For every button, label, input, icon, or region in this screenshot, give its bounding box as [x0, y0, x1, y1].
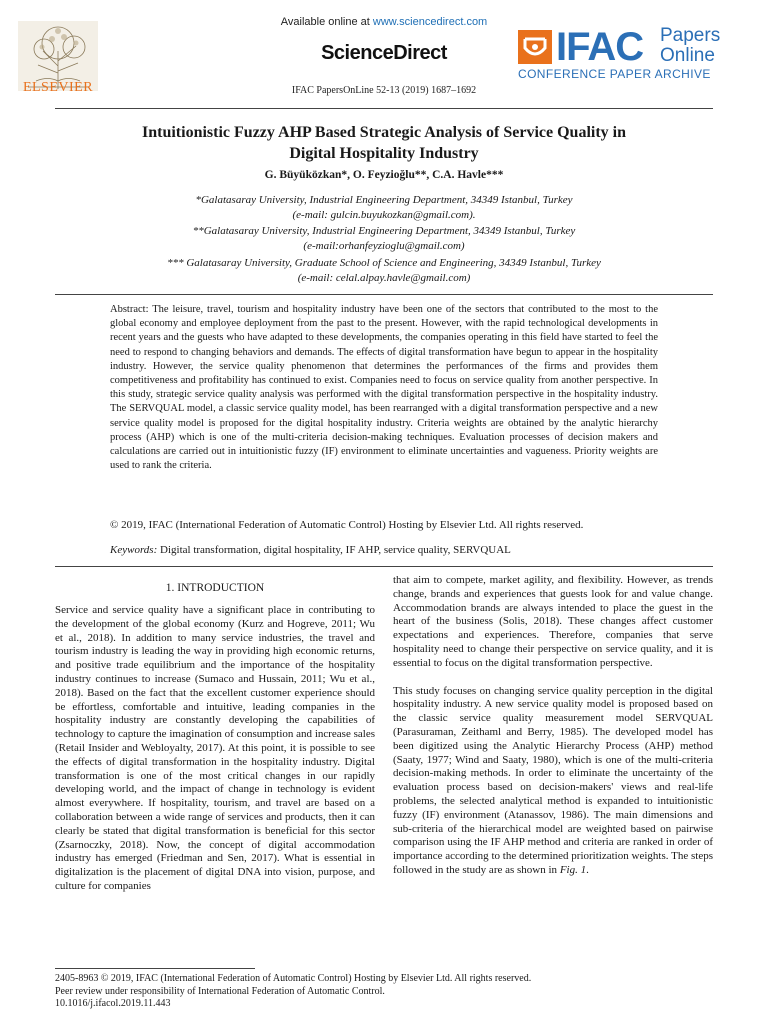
title-line-2: Digital Hospitality Industry	[289, 145, 479, 162]
sciencedirect-wordmark: ScienceDirect	[321, 42, 447, 64]
affiliation-3-email: (e-mail: celal.alpay.havle@gmail.com)	[297, 272, 471, 284]
authors: G. Büyüközkan*, O. Feyzioğlu**, C.A. Havle***	[264, 169, 504, 181]
papers-online-line1: Papers	[660, 25, 721, 46]
copyright-notice: © 2019, IFAC (International Federation of Automatic Control) Hosting by Elsevier Ltd. All rights reserved.	[110, 519, 584, 531]
abstract-top-rule	[55, 294, 713, 295]
left-column	[55, 604, 375, 894]
paper-title	[60, 122, 708, 164]
footer-peer-review: Peer review under responsibility of International Federation of Automatic Control.	[55, 985, 385, 997]
available-online	[0, 16, 768, 28]
section-heading: 1. INTRODUCTION	[165, 582, 265, 594]
footer-rule	[55, 968, 255, 969]
abstract: Abstract: The leisure, travel, tourism and hospitality industry have been one of the sectors that contributed to the most to the global economy and employee deployment from the past to the present. However, with the rapid technological developments in recent years and the guests who have adapted to these developments, the companies operating in this field have started to feel the need to respond to changing behaviors and demands. The effects of digital transformation have begun to appear in the hospitality industry. However, the service quality phenomenon that determines the performances of the firms and provides them competitiveness and profitability has continued to exist. Companies need to focus on service quality from another perspective. In this study, strategic service quality analysis was performed with the digital transformation perspective in the hospitality industry. The SERVQUAL model, a classic service quality model, has been rearranged with a digital transformation perspective and a new service quality model is proposed for the digital hospitality industry. Criteria weights are obtained by the analytic hierarchy process (AHP) which is one of the multi-criteria decision-making techniques. Evaluation processes of decision makers and calculations are carried out in intuitionistic fuzzy (IF) environment to eliminate uncertainties and vagueness. Priority weights are used to rank the criteria.	[110, 304, 658, 472]
ifac-emblem-icon	[518, 30, 552, 64]
title-line-1: Intuitionistic Fuzzy AHP Based Strategic Analysis of Service Quality in	[142, 124, 626, 141]
intro-paragraph-2: that aim to compete, market agility, and flexibility. However, as trends change, brands and experiences that guests look for and value change. Accommodation brands are always intended to place the guest in the heart of the business (Solis, 2018). These changes affect customer expectations and experiences. Therefore, companies that serve hospitality need to change their perspective on service quality, and it is essential to focus on the digital transformation perspective.	[393, 574, 713, 669]
right-column	[393, 574, 713, 878]
keywords-label: Keywords:	[110, 544, 158, 556]
sciencedirect-link[interactable]: www.sciencedirect.com	[372, 16, 488, 28]
affiliation-1: *Galatasaray University, Industrial Engineering Department, 34349 Istanbul, Turkey	[195, 194, 573, 206]
intro-paragraph-3	[393, 685, 713, 878]
intro-paragraph-3-text: This study focuses on changing service quality perception in the digital hospitality industry. A new service quality model is proposed based on the classic service quality measurement model SERVQUAL (Parasuraman, Zeithaml and Berry, 1985). The developed model has been digitized using the Analytic Hierarchy Process (AHP) method (Saaty, 1977; Wind and Saaty, 1980), which is one of the multi-criteria decision-making methods. In order to eliminate the uncertainty of the evaluation process based on decision-makers' views and real-life problems, the selected analytical method is expanded to intuitionistic fuzzy (IF) environment (Atanassov, 1986). The main dimensions and sub-criteria of the hierarchical model are weighted based on pairwise comparison using the IF AHP method and criteria are ranked in order of importance according to the determined prioritization weights. The steps followed in the study are as shown in	[393, 684, 713, 876]
conference-paper-archive: CONFERENCE PAPER ARCHIVE	[518, 67, 711, 81]
keywords-list: Digital transformation, digital hospitality, IF AHP, service quality, SERVQUAL	[157, 544, 511, 556]
affiliation-2: **Galatasaray University, Industrial Engineering Department, 34349 Istanbul, Turkey	[192, 225, 576, 237]
footer-doi[interactable]: 10.1016/j.ifacol.2019.11.443	[55, 998, 171, 1009]
intro-paragraph-1: Service and service quality have a significant place in contributing to the development of the global economy (Kurz and Hogreve, 2011; Wu et al., 2018). In addition to many service industries, the travel and tourism industry is leading the way in providing high economic returns, and positive trade equilibrium and the importance of the hospitality industry continues to increase (Sumaco and Hussain, 2011; Wu et al., 2018). Based on the fact that the excellent customer experience should be effortless, comfortable and intuitive, leading companies in the hospitality industry are constantly developing the capabilities of technology to capture the imagination of consumption and increase sales (Retail Insider and Webloyalty, 2017). At this point, it is possible to see the effects of digital transformation in the hospitality industry. Digital transformation is one of the most critical changes in our rapidly developing world, and the impact of change in technology is evident almost everywhere. If hospitality, tourism, and travel are based on a collaboration between a wide range of services and products, then it can clearly be stated that digital transformation is beneficial for this sector (Zsarnoczky, 2018). Now, the concept of digital accommodation industry has emerged (Friedman and Sen, 2017). What is essential in digitalization is the placement of digital DNA into vision, purpose, and culture for companies	[55, 604, 375, 892]
footer	[55, 973, 713, 1011]
publisher-name: ELSEVIER	[22, 80, 94, 95]
journal-reference: IFAC PapersOnLine 52-13 (2019) 1687–1692	[291, 85, 477, 96]
affiliation-1-email: (e-mail: gulcin.buyukozkan@gmail.com).	[292, 209, 476, 221]
header-divider	[55, 108, 713, 109]
abstract-bottom-rule	[55, 566, 713, 567]
papers-online-line2: Online	[660, 45, 715, 66]
papers-online	[660, 26, 720, 66]
intro-paragraph-3-end: .	[586, 863, 589, 876]
available-prefix: Available online at	[280, 16, 373, 28]
ifac-logo-text: IFAC	[556, 25, 644, 69]
figure-reference-link[interactable]: Fig. 1	[559, 863, 587, 876]
footer-copyright: 2405-8963 © 2019, IFAC (International Federation of Automatic Control) Hosting by Elsevier Ltd. All rights reserved.	[55, 973, 532, 984]
affiliation-3: *** Galatasaray University, Graduate School of Science and Engineering, 34349 Istanbul, Turkey	[167, 257, 601, 269]
keywords	[110, 544, 658, 556]
affiliation-2-email: (e-mail:orhanfeyzioglu@gmail.com)	[303, 240, 465, 252]
